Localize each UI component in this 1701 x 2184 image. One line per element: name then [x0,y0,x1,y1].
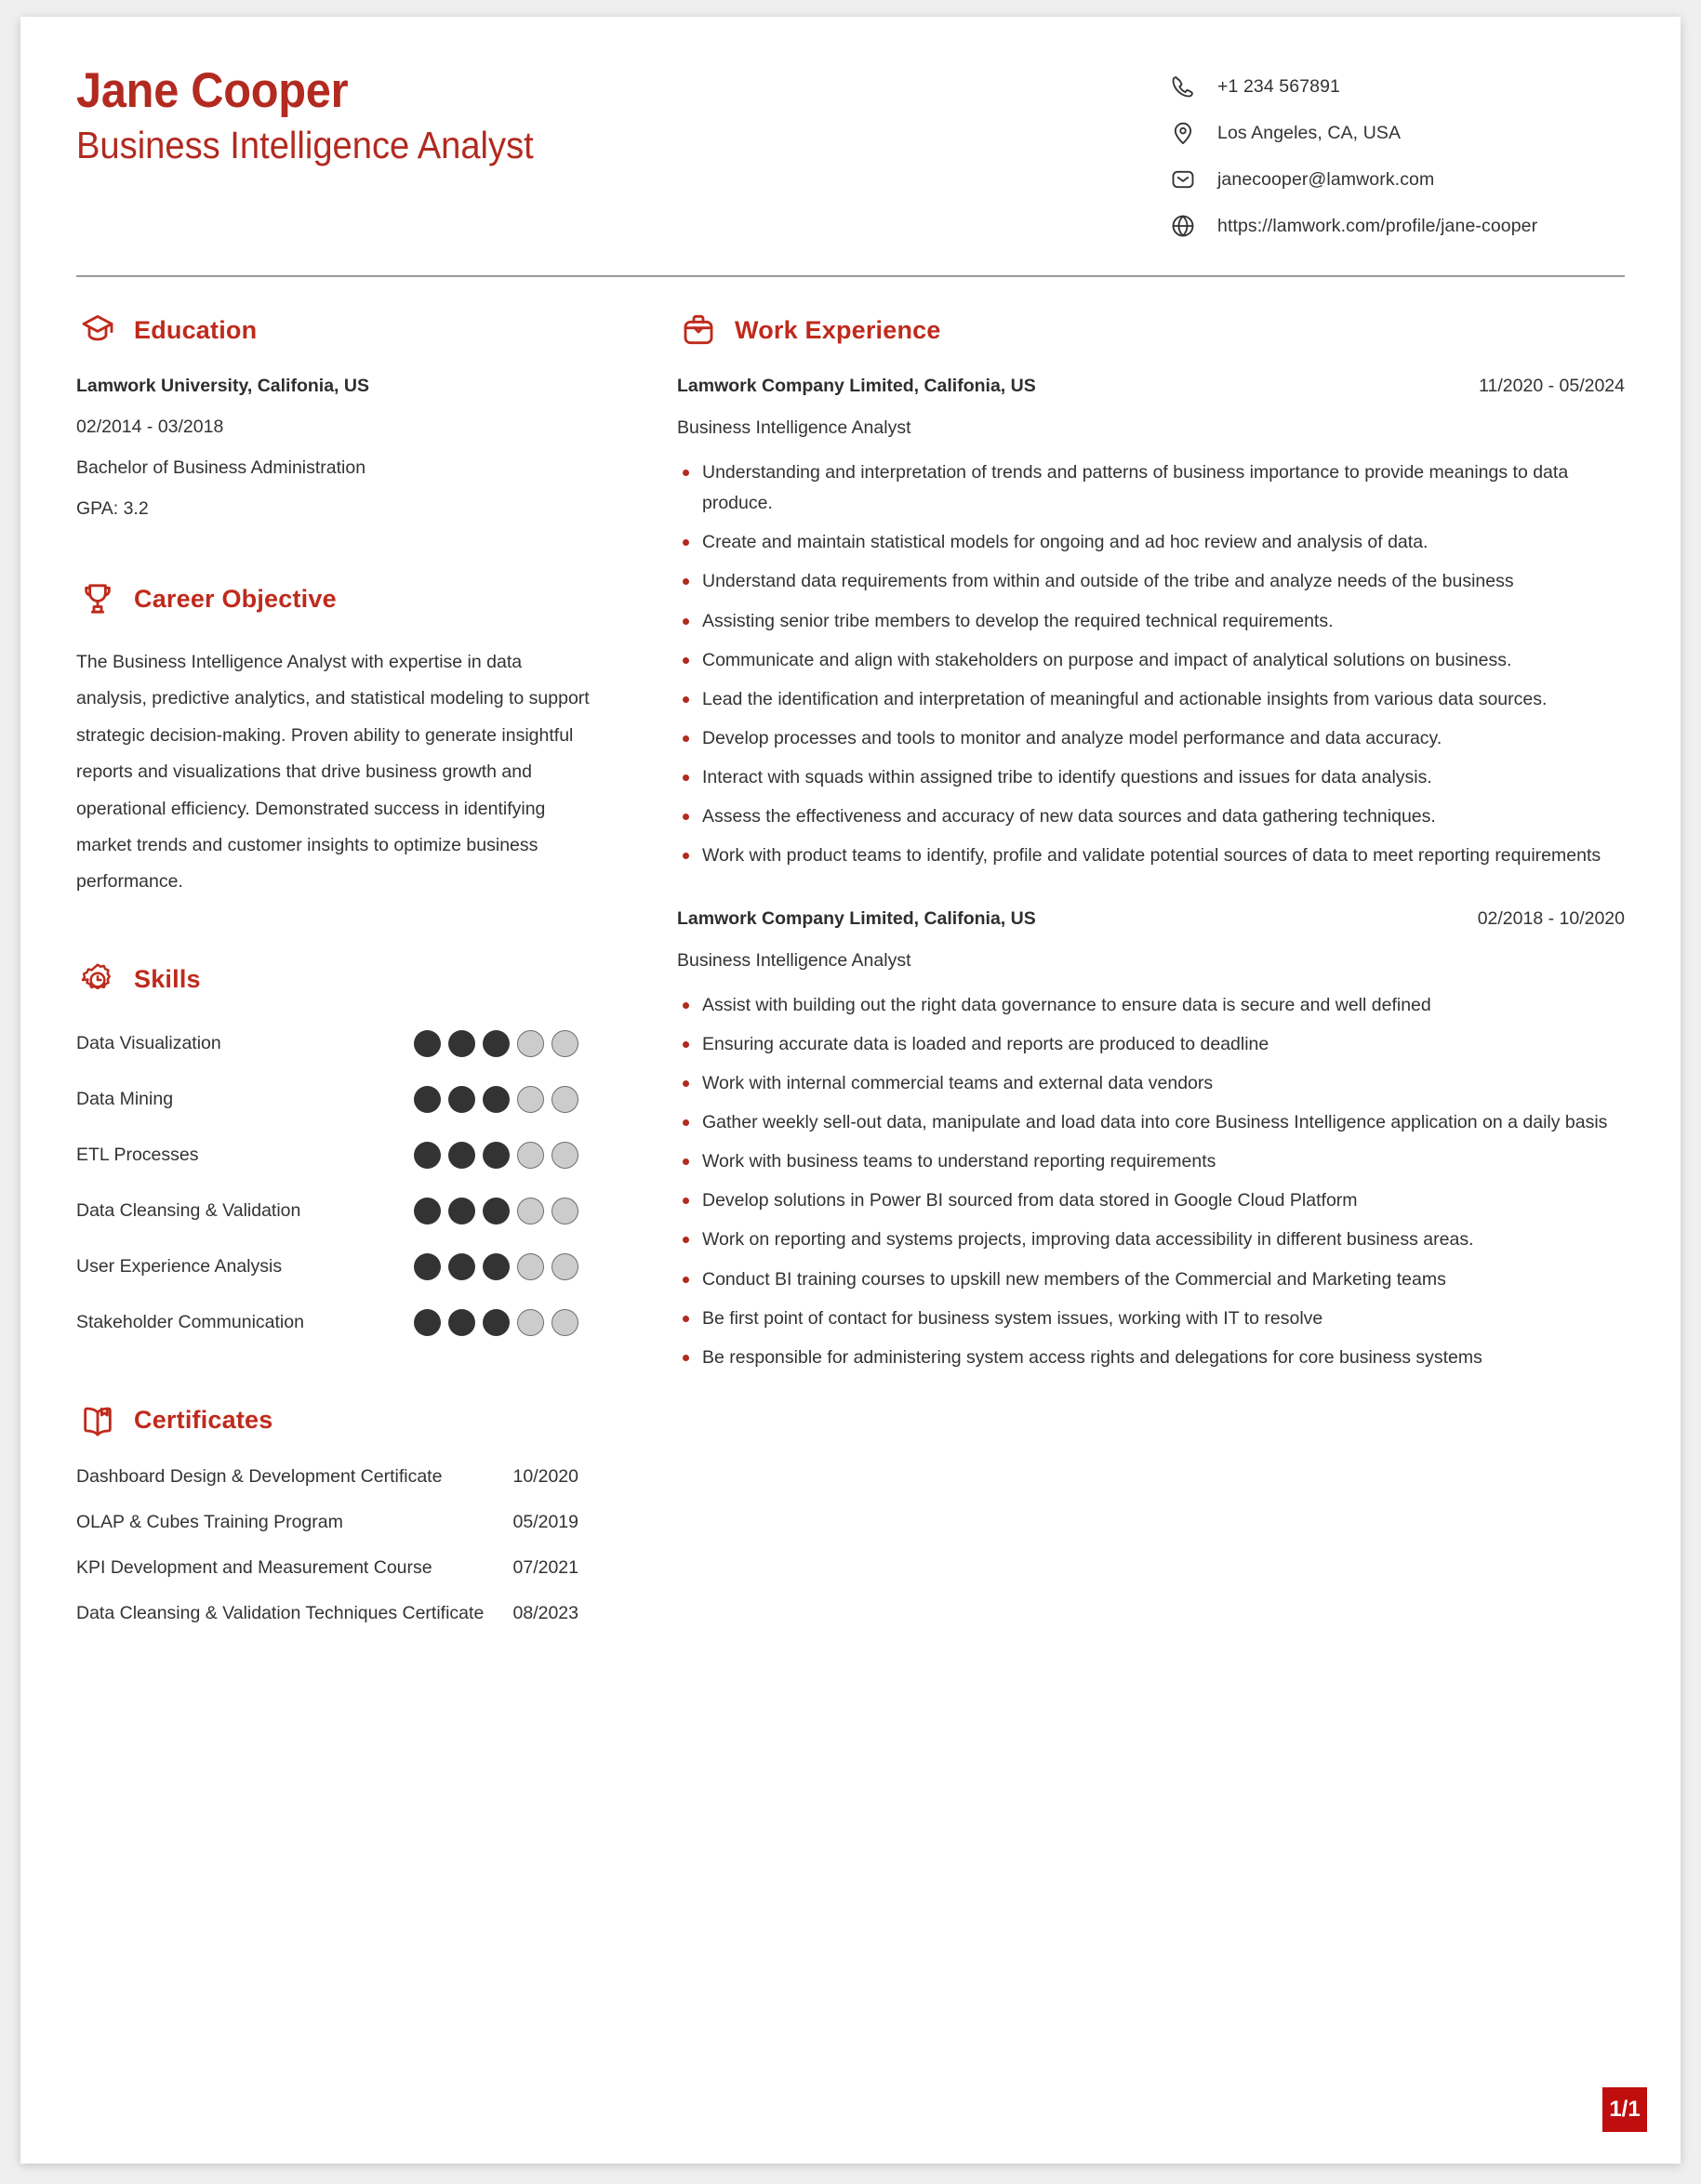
rating-dot-filled [414,1198,441,1224]
skill-row [76,1249,578,1286]
candidate-job-title: Business Intelligence Analyst [76,124,534,167]
skills-title: Skills [134,965,201,994]
rating-dot-filled [448,1198,475,1224]
gear-clock-icon [76,959,119,1001]
rating-dot-empty [517,1309,544,1336]
skills-list [76,1026,631,1342]
rating-dot-empty [517,1198,544,1224]
skill-rating-dots [414,1253,578,1280]
career-objective-title: Career Objective [134,584,337,613]
job-bullet: Develop solutions in Power BI sourced from data stored in Google Cloud Platform [677,1185,1625,1216]
job-bullet-list [677,457,1625,872]
skill-row [76,1304,578,1342]
contact-website[interactable] [1169,206,1606,245]
job-company: Lamwork Company Limited, Califonia, US [677,907,1036,929]
job-header [677,908,1625,930]
certificate-row [76,1557,578,1579]
rating-dot-empty [551,1030,578,1057]
section-skills [76,959,631,1342]
work-experience-title: Work Experience [735,315,941,344]
rating-dot-filled [448,1086,475,1113]
skill-name: Data Visualization [76,1033,221,1054]
job-bullet: Lead the identification and interpretation of meaningful and actionable insights from various data sources. [677,684,1625,715]
job-bullet: Understanding and interpretation of trends and patterns of business importance to provide meanings to data produce. [677,457,1625,519]
rating-dot-filled [448,1309,475,1336]
jobs-list [677,376,1625,1373]
certificates-list [76,1466,631,1624]
rating-dot-filled [414,1142,441,1169]
job-bullet: Ensuring accurate data is loaded and reports are produced to deadline [677,1029,1625,1060]
spacer [76,901,631,959]
contact-phone-text: +1 234 567891 [1217,75,1340,97]
spacer [677,880,1625,908]
job-bullet: Communicate and align with stakeholders on purpose and impact of analytical solutions on business. [677,645,1625,676]
education-degree: Bachelor of Business Administration [76,457,366,478]
right-column [631,309,1625,1624]
rating-dot-empty [551,1086,578,1113]
identity-block [76,61,568,170]
job-role: Business Intelligence Analyst [677,949,911,971]
certificate-name: KPI Development and Measurement Course [76,1556,432,1578]
certificates-title: Certificates [134,1406,273,1435]
rating-dot-empty [517,1030,544,1057]
rating-dot-filled [483,1253,510,1280]
rating-dot-filled [448,1253,475,1280]
skill-row [76,1137,578,1174]
briefcase-icon [677,309,720,351]
skill-row [76,1081,578,1118]
contact-location-text: Los Angeles, CA, USA [1217,122,1402,143]
education-heading [76,309,631,351]
skills-heading [76,959,631,1001]
career-objective-heading [76,577,631,620]
job-bullet: Work with business teams to understand reporting requirements [677,1146,1625,1177]
job-bullet: Conduct BI training courses to upskill new members of the Commercial and Marketing teams [677,1264,1625,1295]
job-bullet: Interact with squads within assigned tribe to identify questions and issues for data analysis. [677,762,1625,793]
rating-dot-filled [414,1030,441,1057]
resume-header [76,17,1625,253]
rating-dot-filled [448,1030,475,1057]
job-bullet: Gather weekly sell-out data, manipulate and load data into core Business Intelligence application on a daily basis [677,1107,1625,1138]
spacer [76,1342,631,1399]
page-number-badge: 1/1 [1602,2087,1647,2132]
rating-dot-filled [483,1086,510,1113]
job-role: Business Intelligence Analyst [677,417,911,438]
certificate-name: Data Cleansing & Validation Techniques Certificate [76,1602,485,1623]
job-bullet: Work with internal commercial teams and external data vendors [677,1068,1625,1099]
trophy-icon [76,577,119,620]
candidate-name: Jane Cooper [76,63,349,118]
skill-name: Stakeholder Communication [76,1312,304,1333]
contact-location[interactable] [1169,113,1606,152]
certificate-row [76,1603,578,1624]
skill-name: User Experience Analysis [76,1256,283,1277]
section-certificates [76,1399,631,1624]
rating-dot-empty [517,1142,544,1169]
contact-list [1169,61,1606,253]
job-company: Lamwork Company Limited, Califonia, US [677,376,1036,396]
certificate-date: 05/2019 [512,1511,578,1532]
skill-name: Data Mining [76,1089,174,1110]
skill-row [76,1193,578,1230]
job-bullet: Assisting senior tribe members to develop the required technical requirements. [677,606,1625,637]
certificate-row [76,1512,578,1533]
rating-dot-empty [551,1142,578,1169]
contact-website-text: https://lamwork.com/profile/jane-cooper [1217,215,1538,236]
rating-dot-filled [483,1309,510,1336]
job-bullet: Create and maintain statistical models for ongoing and ad hoc review and analysis of data. [677,527,1625,558]
rating-dot-filled [414,1309,441,1336]
skill-name: ETL Processes [76,1145,199,1166]
spacer [76,520,631,577]
job-header [677,376,1625,397]
rating-dot-filled [414,1253,441,1280]
skill-rating-dots [414,1309,578,1336]
phone-icon [1169,73,1197,100]
globe-icon [1169,212,1197,240]
work-experience-heading [677,309,1625,351]
job-entry [677,376,1625,872]
skill-name: Data Cleansing & Validation [76,1200,301,1222]
job-dates: 02/2018 - 10/2020 [1477,907,1625,929]
job-bullet: Assess the effectiveness and accuracy of new data sources and data gathering techniques. [677,801,1625,832]
rating-dot-filled [483,1030,510,1057]
resume-body [76,277,1625,1624]
job-bullet: Assist with building out the right data governance to ensure data is secure and well defined [677,990,1625,1021]
section-career-objective [76,577,631,901]
rating-dot-empty [517,1253,544,1280]
career-objective-text: The Business Intelligence Analyst with expertise in data analysis, predictive analytics, and statistical modeling to support strategic decision-making. Proven ability to generate insightful reports and visualizations that drive business growth and operational efficiency. Demonstrated success in identifying market trends and customer insights to optimize business performance. [76,652,590,893]
certificate-date: 08/2023 [512,1602,578,1623]
rating-dot-filled [483,1198,510,1224]
certificate-date: 10/2020 [512,1465,578,1487]
education-title: Education [134,315,258,344]
skill-rating-dots [414,1086,578,1113]
rating-dot-empty [551,1253,578,1280]
education-gpa: GPA: 3.2 [76,498,149,519]
certificates-heading [76,1399,631,1442]
job-bullet-list [677,990,1625,1373]
education-school: Lamwork University, Califonia, US [76,376,369,396]
section-education [76,309,631,520]
contact-email[interactable] [1169,160,1606,199]
contact-email-text: janecooper@lamwork.com [1217,168,1435,190]
rating-dot-empty [551,1309,578,1336]
open-book-icon [76,1399,119,1442]
job-bullet: Work on reporting and systems projects, improving data accessibility in different business areas. [677,1224,1625,1255]
certificate-date: 07/2021 [512,1556,578,1578]
job-dates: 11/2020 - 05/2024 [1479,376,1625,396]
job-bullet: Be responsible for administering system access rights and delegations for core business systems [677,1343,1625,1373]
graduation-cap-icon [76,309,119,351]
skill-row [76,1026,578,1063]
job-bullet: Work with product teams to identify, profile and validate potential sources of data to meet reporting requirements [677,841,1625,871]
job-bullet: Be first point of contact for business system issues, working with IT to resolve [677,1304,1625,1334]
rating-dot-filled [483,1142,510,1169]
contact-phone[interactable] [1169,67,1606,106]
certificate-name: Dashboard Design & Development Certificate [76,1465,443,1487]
rating-dot-empty [551,1198,578,1224]
skill-rating-dots [414,1198,578,1224]
email-icon [1169,165,1197,193]
resume-page [20,17,1681,2164]
skill-rating-dots [414,1142,578,1169]
certificate-row [76,1466,578,1488]
job-bullet: Understand data requirements from within and outside of the tribe and analyze needs of the business [677,566,1625,597]
job-entry [677,908,1625,1373]
skill-rating-dots [414,1030,578,1057]
rating-dot-filled [414,1086,441,1113]
education-dates: 02/2014 - 03/2018 [76,417,224,437]
rating-dot-empty [517,1086,544,1113]
left-column [76,309,631,1624]
location-icon [1169,119,1197,147]
certificate-name: OLAP & Cubes Training Program [76,1511,343,1532]
job-bullet: Develop processes and tools to monitor and analyze model performance and data accuracy. [677,723,1625,754]
rating-dot-filled [448,1142,475,1169]
